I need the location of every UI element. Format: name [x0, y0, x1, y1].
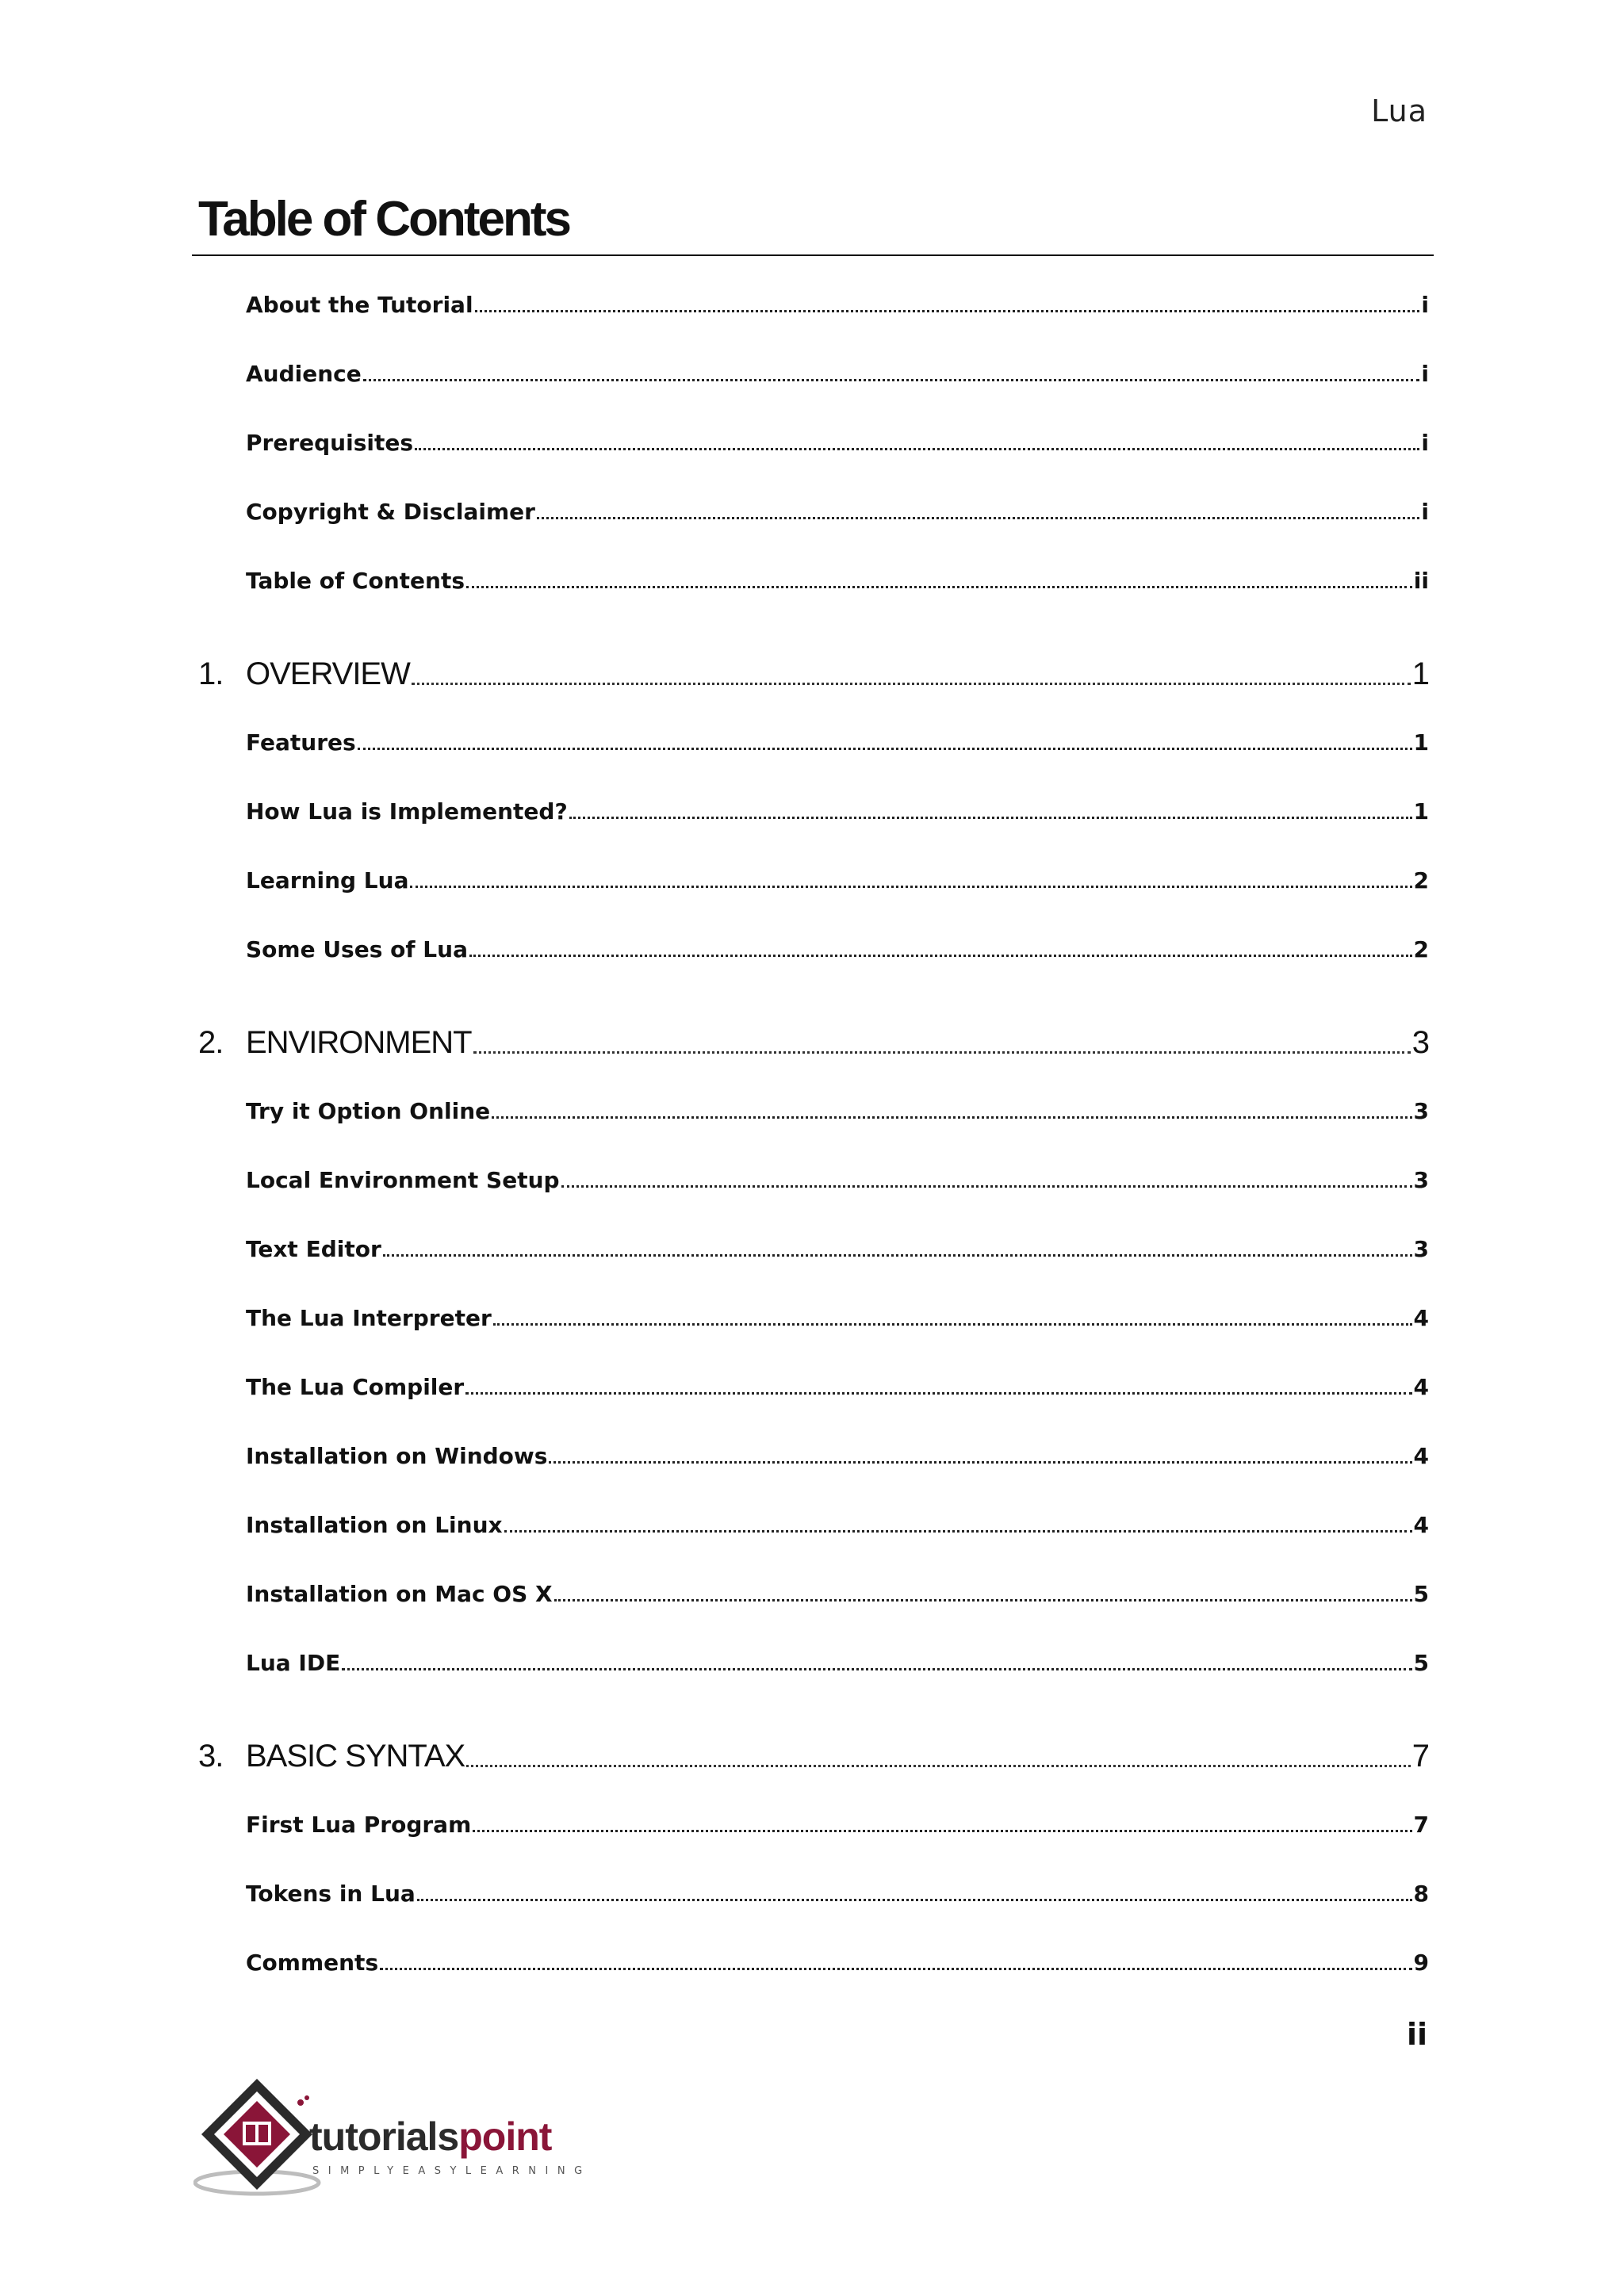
toc-entry[interactable] [246, 1812, 1429, 1838]
toc-entry-label: Text Editor [246, 1236, 381, 1262]
toc-entry[interactable] [246, 1650, 1429, 1676]
toc-entry-page: 9 [1413, 1950, 1429, 1976]
logo-wordmark-right: point [458, 2114, 552, 2159]
toc-dot-leader [417, 1899, 1412, 1901]
toc-dot-leader [475, 310, 1420, 312]
toc-dot-leader [492, 1116, 1411, 1119]
page-title: Table of Contents [198, 192, 569, 247]
toc-dot-leader [363, 379, 1420, 381]
toc-entry-page: 5 [1413, 1581, 1429, 1607]
svg-text:tutorialspoint [309, 2114, 553, 2159]
toc-entry-page: 4 [1413, 1374, 1429, 1400]
toc-entry[interactable] [246, 1098, 1429, 1124]
toc-entry-page: 7 [1411, 1739, 1429, 1774]
toc-dot-leader [473, 1051, 1411, 1054]
toc-entry[interactable] [246, 499, 1429, 525]
toc-dot-leader [415, 448, 1419, 450]
toc-dot-leader [466, 586, 1412, 588]
toc-entry-page: 1 [1411, 656, 1429, 691]
toc-entry-label: OVERVIEW [246, 656, 410, 691]
toc-entry-page: i [1421, 499, 1429, 525]
toc-entry-label: First Lua Program [246, 1812, 472, 1838]
toc-entry-label: Installation on Windows [246, 1443, 548, 1469]
toc-entry-label: Learning Lua [246, 867, 409, 894]
toc-entry-page: 3 [1413, 1236, 1429, 1262]
toc-entry-label: Some Uses of Lua [246, 936, 468, 962]
tutorialspoint-logo [193, 2074, 606, 2198]
toc-entry[interactable] [246, 1167, 1429, 1193]
toc-entry-page: i [1421, 430, 1429, 456]
toc-dot-leader [469, 955, 1412, 957]
toc-chapter-number: 3. [198, 1739, 224, 1774]
toc-entry-page: i [1421, 292, 1429, 318]
toc-entry-label: Audience [246, 361, 362, 387]
toc-entry[interactable] [246, 729, 1429, 756]
toc-entry[interactable] [246, 798, 1429, 825]
toc-dot-leader [465, 1392, 1411, 1395]
toc-chapter-entry[interactable] [198, 1739, 1429, 1774]
toc-dot-leader [358, 748, 1412, 750]
toc-dot-leader [380, 1968, 1411, 1970]
toc-entry[interactable] [246, 936, 1429, 962]
toc-dot-leader [537, 517, 1419, 519]
toc-entry[interactable] [246, 1512, 1429, 1538]
toc-dot-leader [410, 886, 1411, 888]
toc-entry-page: i [1421, 361, 1429, 387]
toc-entry[interactable] [246, 430, 1429, 456]
toc-entry-page: ii [1413, 568, 1429, 594]
toc-dot-leader [549, 1461, 1411, 1464]
logo-tagline: SIMPLYEASYLEARNING [312, 2165, 592, 2177]
toc-entry-label: About the Tutorial [246, 292, 473, 318]
toc-entry-page: 3 [1413, 1167, 1429, 1193]
toc-entry-page: 3 [1413, 1098, 1429, 1124]
toc-entry-page: 8 [1413, 1881, 1429, 1907]
toc-dot-leader [504, 1530, 1412, 1533]
toc-entry-label: Tokens in Lua [246, 1881, 416, 1907]
toc-dot-leader [412, 683, 1411, 685]
toc-entry-label: The Lua Interpreter [246, 1305, 492, 1331]
toc-chapter-entry[interactable] [198, 1025, 1429, 1061]
toc-entry-label: Features [246, 729, 356, 756]
toc-chapter-entry[interactable] [198, 656, 1429, 692]
toc-entry[interactable] [246, 292, 1429, 318]
toc-entry-page: 7 [1413, 1812, 1429, 1838]
toc-entry-label: ENVIRONMENT [246, 1025, 472, 1060]
toc-dot-leader [342, 1668, 1411, 1670]
toc-entry[interactable] [246, 1236, 1429, 1262]
toc-entry-label: Installation on Linux [246, 1512, 503, 1538]
toc-dot-leader [493, 1323, 1412, 1326]
toc-entry-label: How Lua is Implemented? [246, 798, 568, 825]
toc-entry[interactable] [246, 1581, 1429, 1607]
toc-dot-leader [569, 817, 1412, 819]
toc-entry[interactable] [246, 1305, 1429, 1331]
toc-entry-page: 3 [1411, 1025, 1429, 1060]
toc-entry-label: Installation on Mac OS X [246, 1581, 553, 1607]
toc-entry-page: 2 [1413, 936, 1429, 962]
toc-chapter-number: 1. [198, 656, 224, 691]
toc-entry-label: Comments [246, 1950, 379, 1976]
toc-entry[interactable] [246, 867, 1429, 894]
toc-entry-label: Local Environment Setup [246, 1167, 560, 1193]
toc-entry-page: 4 [1413, 1443, 1429, 1469]
toc-entry-page: 5 [1413, 1650, 1429, 1676]
toc-dot-leader [473, 1830, 1411, 1832]
toc-dot-leader [466, 1765, 1411, 1767]
running-header: Lua [1371, 94, 1427, 128]
toc-entry[interactable] [246, 1881, 1429, 1907]
toc-entry-label: BASIC SYNTAX [246, 1739, 465, 1774]
toc-dot-leader [561, 1185, 1412, 1188]
toc-entry-page: 4 [1413, 1305, 1429, 1331]
toc-entry-label: The Lua Compiler [246, 1374, 465, 1400]
toc-entry[interactable] [246, 1374, 1429, 1400]
toc-dot-leader [554, 1599, 1412, 1601]
toc-entry[interactable] [246, 568, 1429, 594]
toc-entry-page: 1 [1413, 729, 1429, 756]
toc-entry-label: Lua IDE [246, 1650, 341, 1676]
toc-entry-page: 1 [1413, 798, 1429, 825]
toc-entry[interactable] [246, 361, 1429, 387]
toc-dot-leader [383, 1254, 1412, 1257]
toc-entry-label: Prerequisites [246, 430, 413, 456]
toc-chapter-number: 2. [198, 1025, 224, 1060]
toc-entry[interactable] [246, 1950, 1429, 1976]
toc-entry-page: 4 [1413, 1512, 1429, 1538]
toc-entry-label: Try it Option Online [246, 1098, 491, 1124]
toc-entry-label: Table of Contents [246, 568, 465, 594]
page-number: ii [1406, 2017, 1427, 2052]
toc-entry-page: 2 [1413, 867, 1429, 894]
logo-wordmark-left: tutorials [309, 2114, 459, 2159]
toc-entry-label: Copyright & Disclaimer [246, 499, 535, 525]
toc-entry[interactable] [246, 1443, 1429, 1469]
